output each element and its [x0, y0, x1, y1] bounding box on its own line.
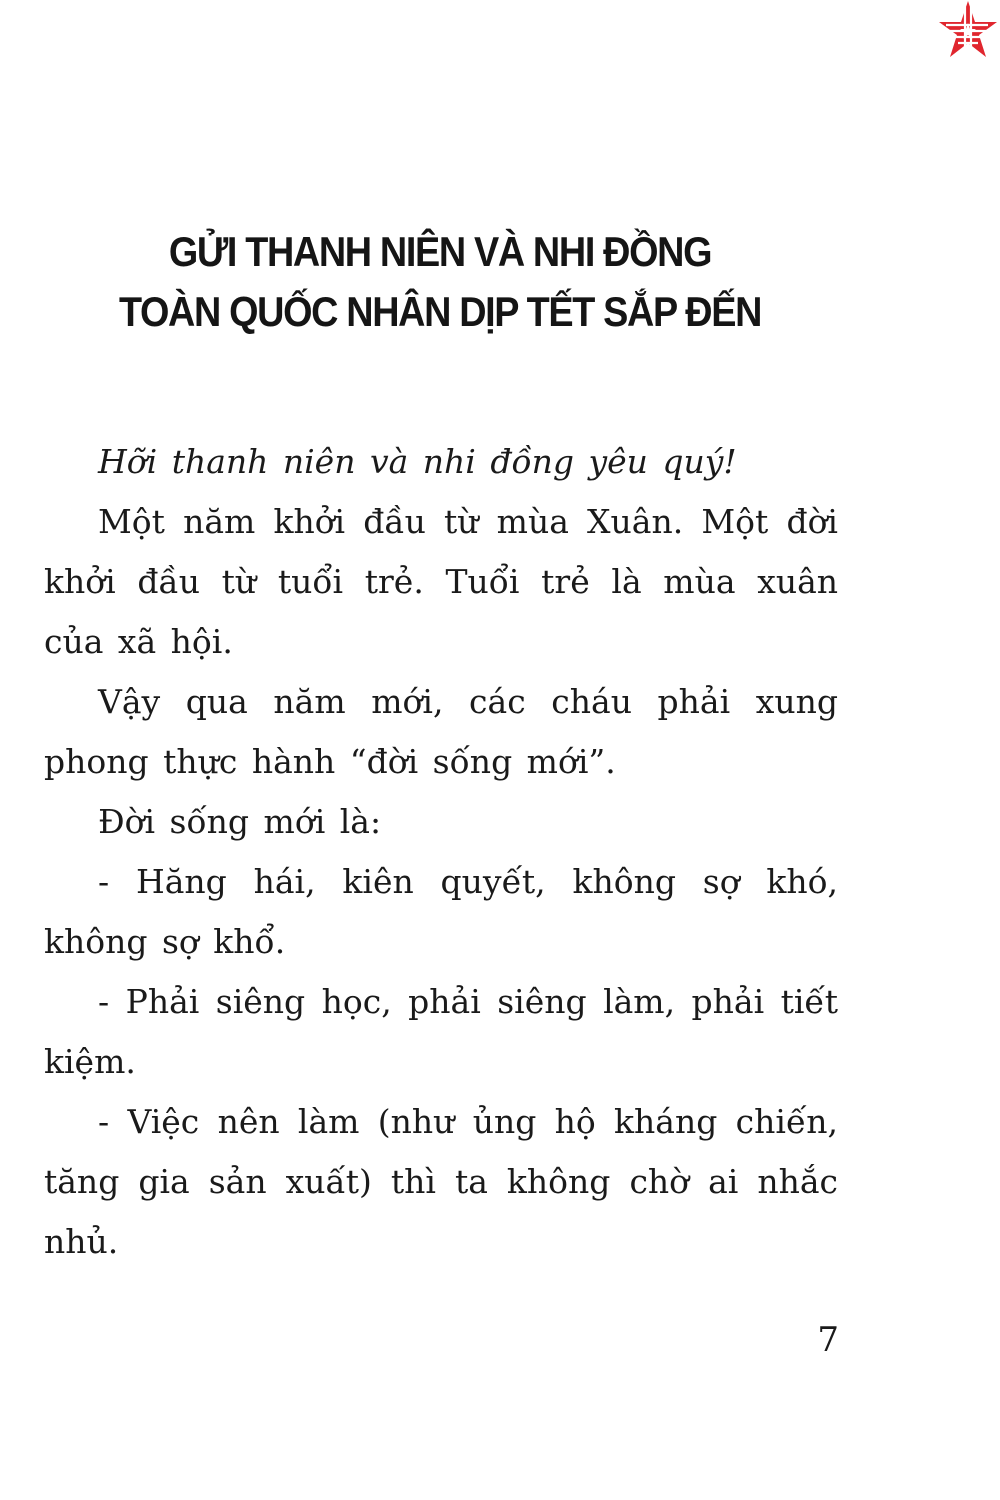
body-text	[44, 432, 838, 1272]
list-item: - Việc nên làm (như ủng hộ kháng chiến, tăng gia sản xuất) thì ta không chờ ai nhắc nhủ.	[44, 1102, 838, 1261]
paragraph: Vậy qua năm mới, các cháu phải xung phong thực hành “đời sống mới”.	[44, 682, 838, 781]
list-item: - Hăng hái, kiên quyết, không sợ khó, không sợ khổ.	[44, 862, 838, 961]
publisher-logo	[935, 0, 1000, 66]
paragraph: Đời sống mới là:	[98, 802, 382, 841]
greeting-paragraph: Hỡi thanh niên và nhi đồng yêu quý!	[98, 442, 737, 481]
list-item: - Phải siêng học, phải siêng làm, phải tiết kiệm.	[44, 982, 838, 1081]
page-title	[44, 222, 836, 342]
title-line-1: GỬI THANH NIÊN VÀ NHI ĐỒNG	[168, 228, 712, 275]
paragraph: Một năm khởi đầu từ mùa Xuân. Một đời khởi đầu từ tuổi trẻ. Tuổi trẻ là mùa xuân của xã hội.	[44, 502, 838, 661]
page-number: 7	[817, 1320, 839, 1360]
star-emblem-icon	[935, 0, 1000, 66]
title-line-2: TOÀN QUỐC NHÂN DỊP TẾT SẮP ĐẾN	[118, 288, 762, 335]
